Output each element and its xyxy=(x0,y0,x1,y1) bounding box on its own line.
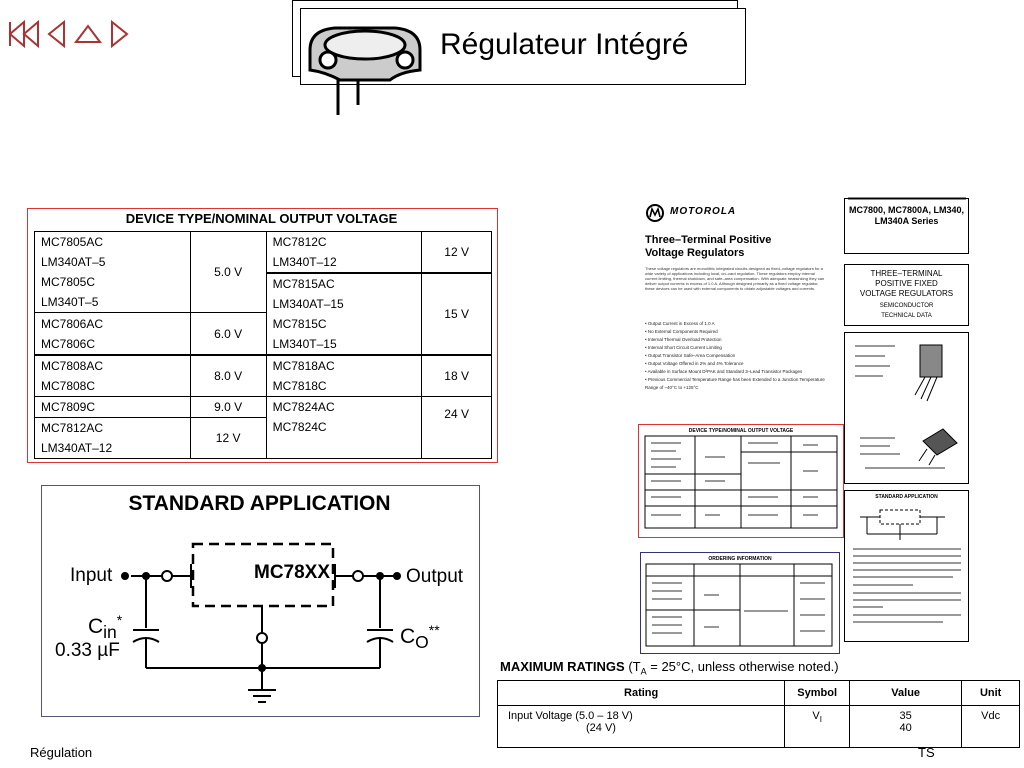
datasheet-package-box xyxy=(844,332,969,484)
device-name: LM340AT–12 xyxy=(41,441,113,455)
voltage-cell: 15 V xyxy=(422,273,492,355)
device-name: MC7806AC xyxy=(41,316,104,331)
column-header: Value xyxy=(850,681,962,706)
device-name: MC7805C xyxy=(41,275,96,289)
device-name: MC7812AC xyxy=(41,421,104,435)
list-item: • Output Current in Excess of 1.0 A xyxy=(645,321,715,326)
page-title: Régulateur Intégré xyxy=(440,28,689,61)
output-terminal-icon xyxy=(393,572,401,580)
transistor-to3-icon xyxy=(300,10,435,120)
device-table xyxy=(34,231,492,459)
ground-icon xyxy=(248,690,276,702)
voltage-cell: 24 V xyxy=(422,397,492,459)
to220-package-icon xyxy=(915,345,942,401)
datasheet-paragraph: These voltage regulators are monolithic integrated circuits designed as fixed–voltage regulators for a wide variety of applications including local, on–card regulation. These regulators employ internal current limiting, thermal shutdown, and safe–area compensation. With adequate heatsinking they can deliver output currents in excess of 1.0 A. Although designed primarily as a fixed voltage regulator, these devices can be used with external components to obtain adjustable voltages and currents. xyxy=(645,266,825,291)
device-name: MC7815AC xyxy=(272,277,335,291)
datasheet-ordering-table: ORDERING INFORMATION xyxy=(640,552,840,654)
value-cell: 35 40 xyxy=(850,706,962,748)
device-name: MC7809C xyxy=(41,400,96,414)
regulator-label: MC78XX xyxy=(254,562,331,583)
first-slide-icon[interactable] xyxy=(8,18,42,52)
datasheet-series-title: MC7800, MC7800A, LM340, LM340A Series xyxy=(844,198,969,254)
datasheet-device-table: DEVICE TYPE/NOMINAL OUTPUT VOLTAGE xyxy=(638,424,844,538)
input-capacitor-label: $C_{in}^*$ xyxy=(88,612,123,643)
voltage-cell: 12 V xyxy=(190,418,266,459)
symbol-cell: $V_I$ xyxy=(785,706,850,748)
device-name: MC7824C xyxy=(272,420,327,434)
output-label: Output xyxy=(406,566,464,587)
list-item: • Internal Thermal Overload Protection xyxy=(645,337,722,342)
list-item: • Available in Surface Mount D²PAK and Standard 3–Lead Transistor Packages xyxy=(645,369,803,374)
output-capacitor-label: $C_O^{**}$ xyxy=(400,622,440,653)
next-slide-icon[interactable] xyxy=(108,18,130,52)
max-ratings-title: MAXIMUM RATINGS ($T_A = 25^\circ C$, unless otherwise noted.) xyxy=(500,659,839,677)
datasheet-product-box: THREE–TERMINAL POSITIVE FIXED VOLTAGE REGULATORS SEMICONDUCTOR TECHNICAL DATA xyxy=(844,264,969,326)
device-name: LM340T–15 xyxy=(272,337,337,351)
list-item: • Output Voltage Offered in 2% and 4% Tolerance xyxy=(645,361,744,366)
device-name: MC7808AC xyxy=(41,359,104,373)
voltage-cell: 12 V xyxy=(422,232,492,274)
device-name: MC7818C xyxy=(272,379,327,393)
standard-application-title: STANDARD APPLICATION xyxy=(128,492,391,515)
max-ratings-table xyxy=(497,680,1020,748)
previous-slide-icon[interactable] xyxy=(46,18,68,52)
device-name: LM340T–12 xyxy=(272,255,337,269)
device-name: MC7812C xyxy=(272,235,327,249)
list-item: • Previous Commercial Temperature Range has been Extended to a Junction Temperature Range of –40°C to +125°C xyxy=(645,377,825,390)
list-item: • No External Components Required xyxy=(645,329,718,334)
datasheet-heading: Three–Terminal Positive Voltage Regulators xyxy=(645,234,772,259)
datasheet-bullets xyxy=(645,320,825,392)
column-header: Symbol xyxy=(785,681,850,706)
voltage-cell: 18 V xyxy=(422,355,492,397)
input-label: Input xyxy=(70,565,113,586)
column-header: Rating xyxy=(498,681,785,706)
device-name: MC7806C xyxy=(41,336,96,351)
d2pak-package-icon xyxy=(919,429,957,465)
table-row xyxy=(498,706,1020,748)
voltage-cell: 8.0 V xyxy=(190,355,266,397)
table-header-row xyxy=(498,681,1020,706)
device-name: LM340AT–15 xyxy=(272,297,344,311)
footer-left: Régulation xyxy=(30,745,93,760)
rating-cell: Input Voltage (5.0 – 18 V) (24 V) xyxy=(498,706,785,748)
device-name: MC7805AC xyxy=(41,235,104,249)
voltage-cell: 5.0 V xyxy=(190,232,266,313)
datasheet-brand: MOTOROLA xyxy=(670,206,737,217)
device-name: LM340AT–5 xyxy=(41,255,106,269)
unit-cell: Vdc xyxy=(962,706,1020,748)
home-icon[interactable] xyxy=(72,18,104,52)
column-header: Unit xyxy=(962,681,1020,706)
voltage-cell: 9.0 V xyxy=(190,397,266,418)
slide-navigation xyxy=(8,18,133,52)
motorola-logo-icon xyxy=(645,203,665,223)
list-item: • Internal Short Circuit Current Limiting xyxy=(645,345,722,350)
voltage-cell: 6.0 V xyxy=(190,313,266,356)
datasheet-standard-application: STANDARD APPLICATION xyxy=(844,490,969,642)
input-capacitor-value: 0.33 µF xyxy=(55,640,120,661)
table-row xyxy=(35,397,492,418)
device-name: MC7808C xyxy=(41,379,96,393)
device-name: LM340T–5 xyxy=(41,295,99,309)
device-name: MC7818AC xyxy=(272,359,335,373)
device-table-title: DEVICE TYPE/NOMINAL OUTPUT VOLTAGE xyxy=(125,211,398,226)
device-name: MC7815C xyxy=(272,317,327,331)
device-name: MC7824AC xyxy=(272,400,335,414)
footer-right: TS xyxy=(918,745,935,760)
input-terminal-icon xyxy=(121,572,129,580)
list-item: • Output Transistor Safe–Area Compensation xyxy=(645,353,736,358)
